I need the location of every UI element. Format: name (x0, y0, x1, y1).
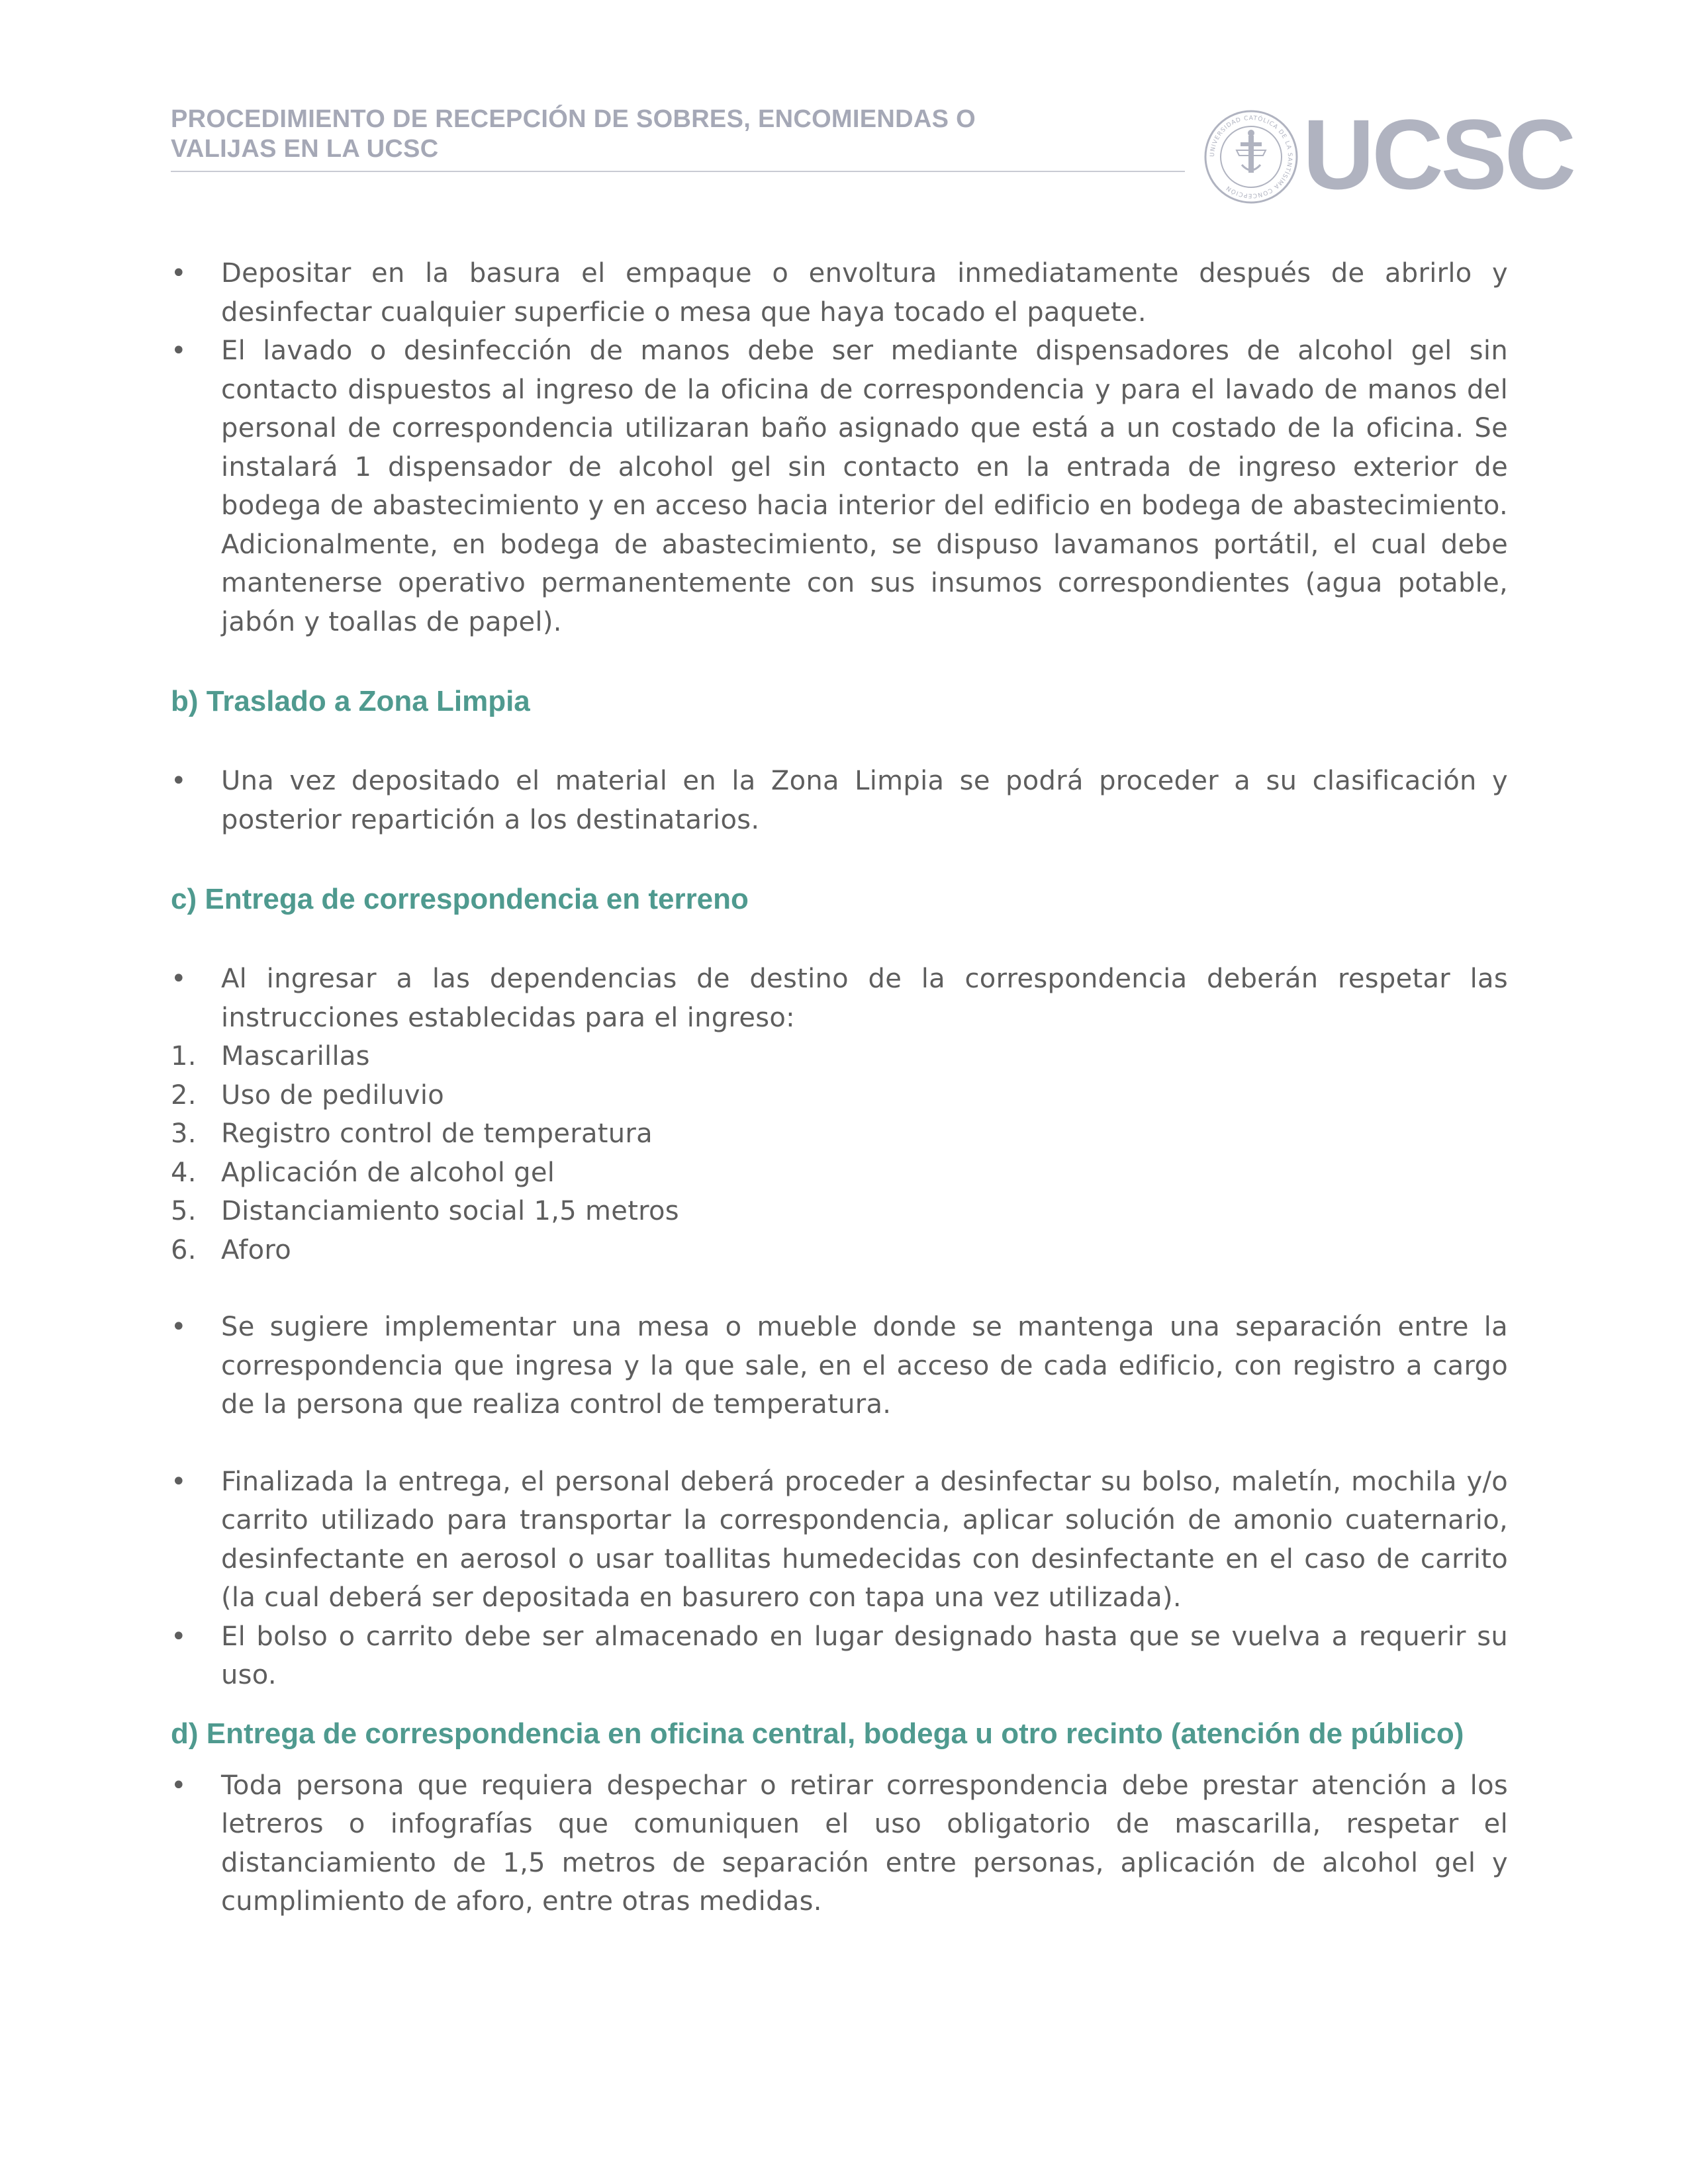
bullet-glyph: • (171, 258, 187, 289)
item-number: 2. (171, 1079, 197, 1111)
section-c-end-list (171, 1463, 1508, 1695)
list-item-text: Una vez depositado el material en la Zona Limpia se podrá proceder a su clasificación y posterior repartición a los destinatarios. (221, 766, 1508, 835)
ingress-instructions-list (171, 1037, 1508, 1269)
list-item (171, 254, 1508, 332)
list-item (171, 1463, 1508, 1617)
bullet-glyph: • (171, 1312, 187, 1342)
numbered-item (171, 1037, 1508, 1076)
list-item (171, 1766, 1508, 1921)
bullet-glyph: • (171, 964, 187, 994)
item-number: 3. (171, 1118, 197, 1149)
numbered-item-text: Uso de pediluvio (221, 1079, 445, 1111)
numbered-item-text: Mascarillas (221, 1041, 370, 1071)
list-item-text: Toda persona que requiera despechar o retirar correspondencia debe prestar atención a los letreros o infografías que comuniquen el uso obligatorio de mascarilla, respetar el distanciamiento de 1,5 metros de separación entre personas, aplicación de alcohol gel y cumplimiento de aforo, entre otras medidas. (221, 1770, 1508, 1917)
list-item-text: Finalizada la entrega, el personal deberá proceder a desinfectar su bolso, maletín, mochila y/o carrito utilizado para transportar la correspondencia, aplicar solución de amonio cuaternario, desinfectante en aerosol o usar toallitas humedecidas con desinfectante en el caso de carrito (la cual deberá ser depositada en basurero con tapa una vez utilizada). (221, 1466, 1508, 1613)
item-number: 5. (171, 1196, 197, 1226)
item-number: 1. (171, 1041, 197, 1071)
numbered-item (171, 1231, 1508, 1270)
section-b-bullet-list (171, 762, 1508, 839)
university-seal-icon (1203, 109, 1299, 205)
bullet-glyph: • (171, 766, 187, 796)
numbered-item-text: Registro control de temperatura (221, 1118, 653, 1149)
list-item-text: El lavado o desinfección de manos debe ser mediante dispensadores de alcohol gel sin contacto dispuestos al ingreso de la oficina de correspondencia y para el lavado de manos del personal de correspondencia utilizaran baño asignado que está a un costado de la oficina. Se instalará 1 dispensador de alcohol gel sin contacto en la entrada de ingreso exterior de bodega de abastecimiento y en acceso hacia interior del edificio en bodega de abastecimiento. Adicionalmente, en bodega de abastecimiento, se dispuso lavamanos portátil, el cual debe mantenerse operativo permanentemente con sus insumos correspondientes (agua potable, jabón y toallas de papel). (221, 336, 1508, 637)
ucsc-logo-text: UCSC (1303, 99, 1574, 210)
list-item (171, 762, 1508, 839)
intro-bullet-list (171, 254, 1508, 641)
section-d-bullet-list (171, 1766, 1508, 1921)
numbered-item (171, 1115, 1508, 1154)
numbered-item-text: Distanciamiento social 1,5 metros (221, 1196, 679, 1226)
list-item (171, 1308, 1508, 1424)
bullet-glyph: • (171, 336, 187, 366)
ucsc-logo (1203, 99, 1574, 210)
list-item-text: El bolso o carrito debe ser almacenado en lugar designado hasta que se vuelva a requerir su uso. (221, 1621, 1508, 1690)
svg-text:UNIVERSIDAD CATÓLICA DE LA SAN: UNIVERSIDAD CATÓLICA DE LA SANTÍSIMA CONCEPCIÓN (1209, 114, 1293, 199)
item-number: 6. (171, 1234, 197, 1265)
bullet-glyph: • (171, 1466, 187, 1497)
list-item-text: Depositar en la basura el empaque o envoltura inmediatamente después de abrirlo y desinfectar cualquier superficie o mesa que haya tocado el paquete. (221, 258, 1508, 328)
numbered-item (171, 1192, 1508, 1231)
numbered-item-text: Aforo (221, 1234, 292, 1265)
bullet-glyph: • (171, 1770, 187, 1801)
numbered-item (171, 1154, 1508, 1193)
header-divider (171, 171, 1185, 172)
bullet-glyph: • (171, 1621, 187, 1652)
document-body (171, 254, 1508, 1921)
section-b-title: b) Traslado a Zona Limpia (171, 685, 530, 717)
item-number: 4. (171, 1157, 197, 1188)
list-item-text: Al ingresar a las dependencias de destino de la correspondencia deberán respetar las instrucciones establecidas para el ingreso: (221, 964, 1508, 1033)
list-item-text: Se sugiere implementar una mesa o mueble donde se mantenga una separación entre la correspondencia que ingresa y la que sale, en el acceso de cada edificio, con registro a cargo de la persona que realiza control de temperatura. (221, 1312, 1508, 1420)
section-d-title: d) Entrega de correspondencia en oficina central, bodega u otro recinto (atención de público) (171, 1717, 1464, 1750)
list-item (171, 960, 1508, 1037)
section-c-title: c) Entrega de correspondencia en terreno (171, 883, 749, 915)
list-item (171, 1617, 1508, 1695)
section-c-intro-list (171, 960, 1508, 1037)
list-item (171, 332, 1508, 641)
numbered-item (171, 1076, 1508, 1115)
section-c-suggest-list (171, 1308, 1508, 1424)
numbered-item-text: Aplicación de alcohol gel (221, 1157, 555, 1188)
document-title: PROCEDIMIENTO DE RECEPCIÓN DE SOBRES, ENCOMIENDAS O VALIJAS EN LA UCSC (171, 105, 976, 163)
